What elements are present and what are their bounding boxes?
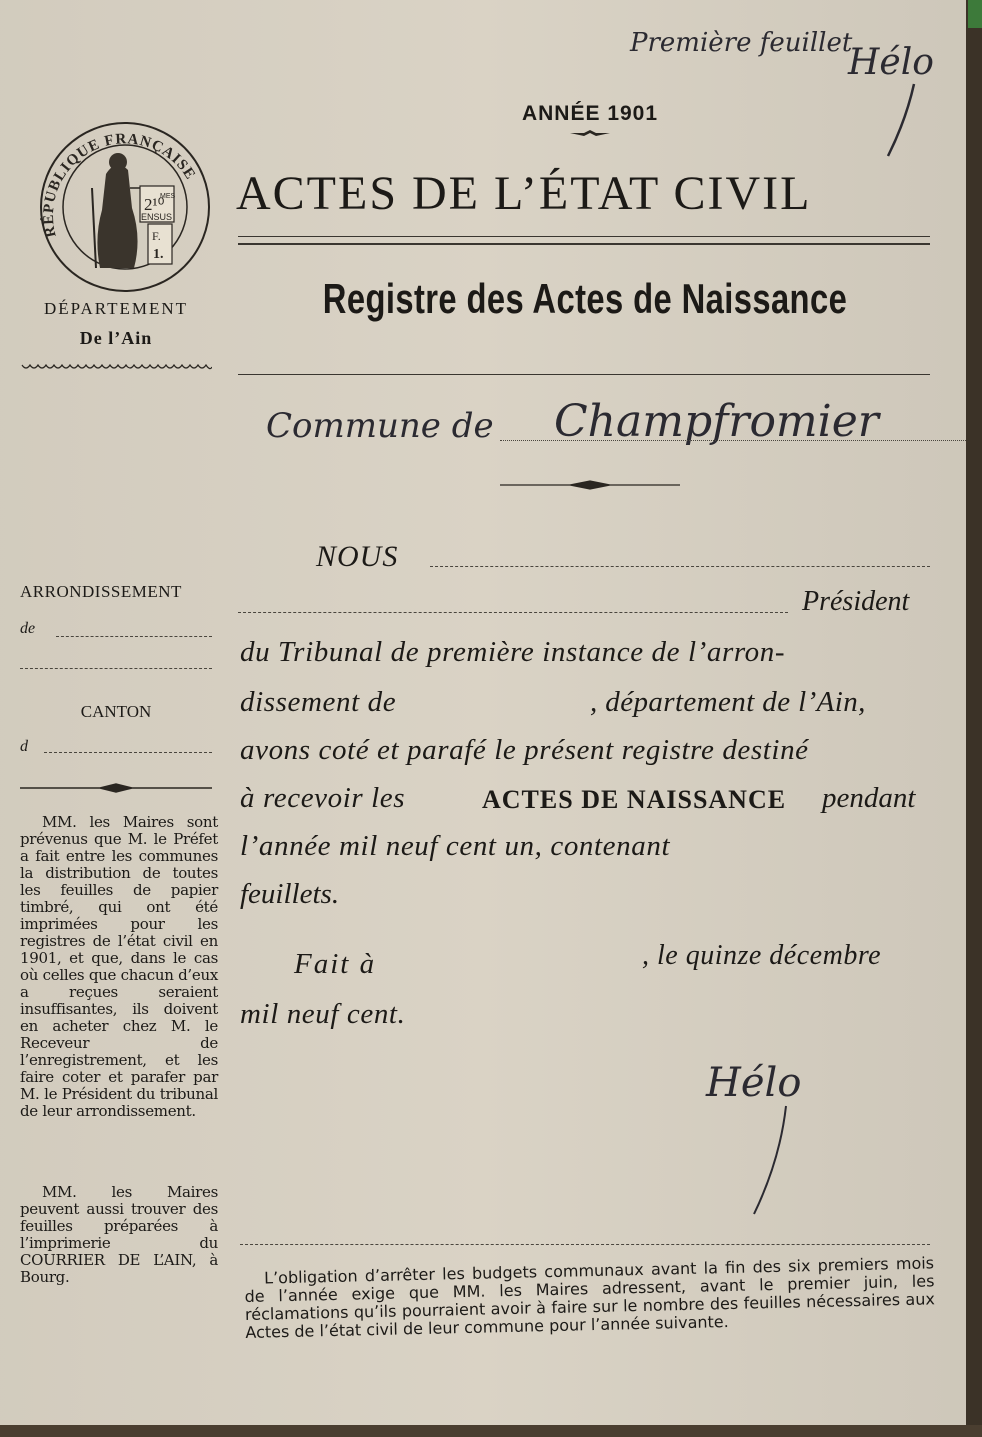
subtitle-rule bbox=[238, 374, 930, 375]
binding-edge bbox=[966, 0, 982, 1437]
year-ornament bbox=[568, 128, 612, 138]
maire-notice-1: MM. les Maires sont prévenus que M. le Préfet a fait entre les communes la distribution de toutes les feuilles de papier timbré, qui ont été imprimées pour les registres de l’état civil en 1901, et que, dans le cas où celles que chacun d’eux a reçues seraient insuffisantes, ils doivent en acheter chez M. le Receveur de l’enregistrement, et les faire coter et parafer par M. le Président du tribunal de leur arrondissement. bbox=[20, 813, 218, 1120]
arrondissement-de: de bbox=[20, 620, 36, 637]
arrondissement-line-2 bbox=[20, 668, 212, 669]
title-rule-bottom bbox=[238, 243, 930, 245]
bottom-edge bbox=[0, 1425, 982, 1437]
canton-line bbox=[44, 752, 212, 753]
nous-line bbox=[430, 566, 930, 567]
maire-notice-2: MM. les Maires peuvent aussi trouver des feuilles préparées à l’imprimerie du COURRIER DE L’AIN, à Bourg. bbox=[20, 1183, 218, 1286]
body-line-4a: à recevoir les bbox=[240, 782, 406, 814]
seal-number: 1. bbox=[153, 247, 164, 262]
body-line-2b: , département de l’Ain, bbox=[590, 686, 866, 718]
mil-neuf-cent: mil neuf cent. bbox=[240, 998, 406, 1030]
seal-price-unit: MES bbox=[160, 193, 176, 200]
seal-census: ENSUS bbox=[141, 212, 173, 222]
wavy-divider bbox=[20, 362, 212, 372]
fait-a-label: Fait à bbox=[294, 948, 377, 980]
body-line-4c: pendant bbox=[822, 782, 916, 814]
body-line-3: avons coté et parafé le présent registre destiné bbox=[240, 734, 809, 766]
green-tab bbox=[968, 0, 982, 28]
signature-stroke bbox=[740, 1100, 800, 1220]
register-subtitle: Registre des Actes de Naissance bbox=[322, 275, 848, 322]
departement-value: De l’Ain bbox=[79, 328, 153, 348]
body-line-1: du Tribunal de première instance de l’arron- bbox=[240, 636, 786, 668]
body-line-2a: dissement de bbox=[240, 686, 397, 718]
body-line-4b: ACTES DE NAISSANCE bbox=[482, 785, 787, 814]
canton-d: d bbox=[20, 738, 28, 755]
handwritten-initials: Hélo bbox=[848, 42, 934, 83]
handwritten-first-sheet: Première feuillet bbox=[630, 28, 853, 58]
footer-rule bbox=[240, 1244, 930, 1245]
footer-notice: L’obligation d’arrêter les budgets communaux avant la fin des six premiers mois de l’année exige que MM. les Maires adressent, avant le premier juin, les réclamations qu’ils pourraient avoir à faire sur le nombre des feuilles nécessaires aux Actes de l’état civil de leur commune pour l’année suivante. bbox=[244, 1253, 936, 1342]
nous-label: NOUS bbox=[316, 540, 399, 573]
commune-label: Commune de bbox=[266, 406, 494, 446]
canton-label: CANTON bbox=[80, 702, 152, 721]
main-title: ACTES DE L’ÉTAT CIVIL bbox=[236, 167, 812, 220]
commune-line bbox=[500, 440, 970, 441]
republic-seal bbox=[36, 118, 214, 296]
president-signature: Hélo bbox=[706, 1060, 802, 1106]
president-line bbox=[238, 612, 788, 613]
seal-letter: F. bbox=[152, 229, 161, 243]
handwritten-stroke bbox=[880, 80, 920, 160]
title-rule-top bbox=[238, 236, 930, 237]
date-text: , le quinze décembre bbox=[642, 940, 882, 971]
departement-label: DÉPARTEMENT bbox=[43, 299, 189, 318]
year-heading: ANNÉE 1901 bbox=[521, 102, 659, 125]
seal-price: 2¹⁰ bbox=[144, 195, 165, 214]
arrondissement-line-1 bbox=[56, 636, 212, 637]
body-line-6: feuillets. bbox=[240, 878, 340, 910]
president-label: Président bbox=[802, 586, 910, 617]
left-ornament bbox=[20, 782, 212, 794]
commune-value: Champfromier bbox=[554, 396, 879, 447]
body-line-5: l’année mil neuf cent un, contenant bbox=[240, 830, 671, 862]
commune-ornament bbox=[500, 478, 680, 492]
seal-arc-text: RÉPUBLIQUE FRANÇAISE bbox=[40, 131, 199, 239]
arrondissement-label: ARRONDISSEMENT bbox=[20, 582, 182, 601]
